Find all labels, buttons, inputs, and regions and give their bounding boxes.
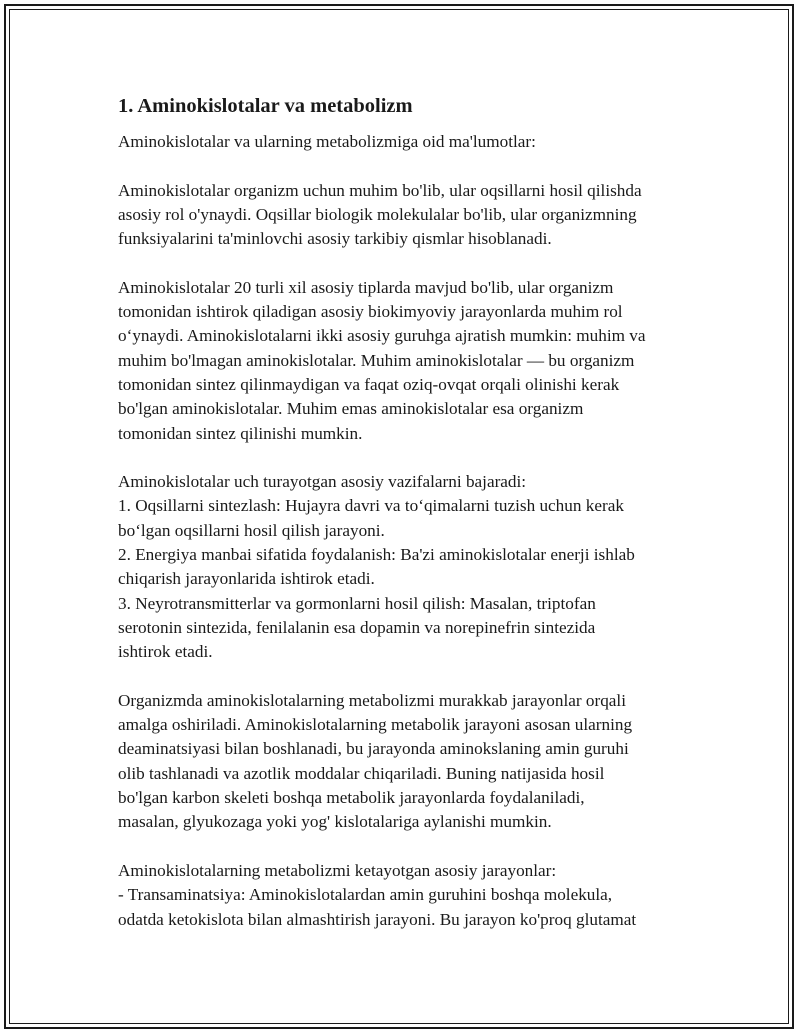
text-line: tomonidan ishtirok qiladigan asosiy biokimyoviy jarayonlarda muhim rol: [118, 302, 623, 322]
text-line: funksiyalarini ta'minlovchi asosiy tarkibiy qismlar hisoblanadi.: [118, 229, 552, 249]
text-line: masalan, glyukozaga yoki yog' kislotalariga aylanishi mumkin.: [118, 812, 552, 832]
document-body: [118, 93, 693, 956]
text-line: bo'lgan karbon skeleti boshqa metabolik jarayonlarda foydalaniladi,: [118, 788, 585, 808]
paragraph-processes: [118, 859, 693, 932]
text-line: 2. Energiya manbai sifatida foydalanish: Ba'zi aminokislotalar enerji ishlab: [118, 545, 635, 565]
text-line: tomonidan sintez qilinmaydigan va faqat oziq-ovqat orqali olinishi kerak: [118, 374, 620, 394]
text-line: Aminokislotalar 20 turli xil asosiy tiplarda mavjud bo'lib, ular organizm: [118, 277, 614, 297]
text-line: serotonin sintezida, fenilalanin esa dopamin va norepinefrin sintezida: [118, 617, 596, 637]
text-line: Aminokislotalar organizm uchun muhim bo'lib, ular oqsillarni hosil qilishda: [118, 180, 642, 200]
text-line: tomonidan sintez qilinishi mumkin.: [118, 423, 363, 443]
paragraph-intro: [118, 130, 693, 154]
paragraph-metabolism: [118, 689, 693, 835]
text-line: deaminatsiyasi bilan boshlanadi, bu jarayonda aminokslaning amin guruhi: [118, 739, 629, 759]
paragraph-functions: [118, 470, 693, 664]
text-line: o‘ynaydi. Aminokislotalarni ikki asosiy guruhga ajratish mumkin: muhim va: [118, 326, 646, 346]
text-line: chiqarish jarayonlarida ishtirok etadi.: [118, 569, 375, 589]
text-line: Aminokislotalarning metabolizmi ketayotgan asosiy jarayonlar:: [118, 860, 557, 880]
text-line: asosiy rol o'ynaydi. Oqsillar biologik molekulalar bo'lib, ular organizmning: [118, 204, 637, 224]
document-title: 1. Aminokislotalar va metabolizm: [118, 95, 413, 117]
text-line: muhim bo'lmagan aminokislotalar. Muhim aminokislotalar — bu organizm: [118, 350, 635, 370]
text-line: odatda ketokislota bilan almashtirish jarayoni. Bu jarayon ko'proq glutamat: [118, 909, 637, 929]
paragraph-role: [118, 179, 693, 252]
text-line: - Transaminatsiya: Aminokislotalardan amin guruhini boshqa molekula,: [118, 885, 613, 905]
text-line: 3. Neyrotransmitterlar va gormonlarni hosil qilish: Masalan, triptofan: [118, 593, 596, 613]
text-line: Aminokislotalar uch turayotgan asosiy vazifalarni bajaradi:: [118, 472, 527, 492]
text-line: Organizmda aminokislotalarning metabolizmi murakkab jarayonlar orqali: [118, 690, 626, 710]
text-line: amalga oshiriladi. Aminokislotalarning metabolik jarayoni asosan ularning: [118, 715, 633, 735]
text-line: 1. Oqsillarni sintezlash: Hujayra davri va to‘qimalarni tuzish uchun kerak: [118, 496, 624, 516]
text-line: olib tashlanadi va azotlik moddalar chiqariladi. Buning natijasida hosil: [118, 763, 605, 783]
paragraph-types: [118, 276, 693, 446]
text-line: bo‘lgan oqsillarni hosil qilish jarayoni.: [118, 520, 385, 540]
text-line: ishtirok etadi.: [118, 642, 213, 662]
text-line: Aminokislotalar va ularning metabolizmiga oid ma'lumotlar:: [118, 132, 536, 151]
text-line: bo'lgan aminokislotalar. Muhim emas aminokislotalar esa organizm: [118, 399, 584, 419]
